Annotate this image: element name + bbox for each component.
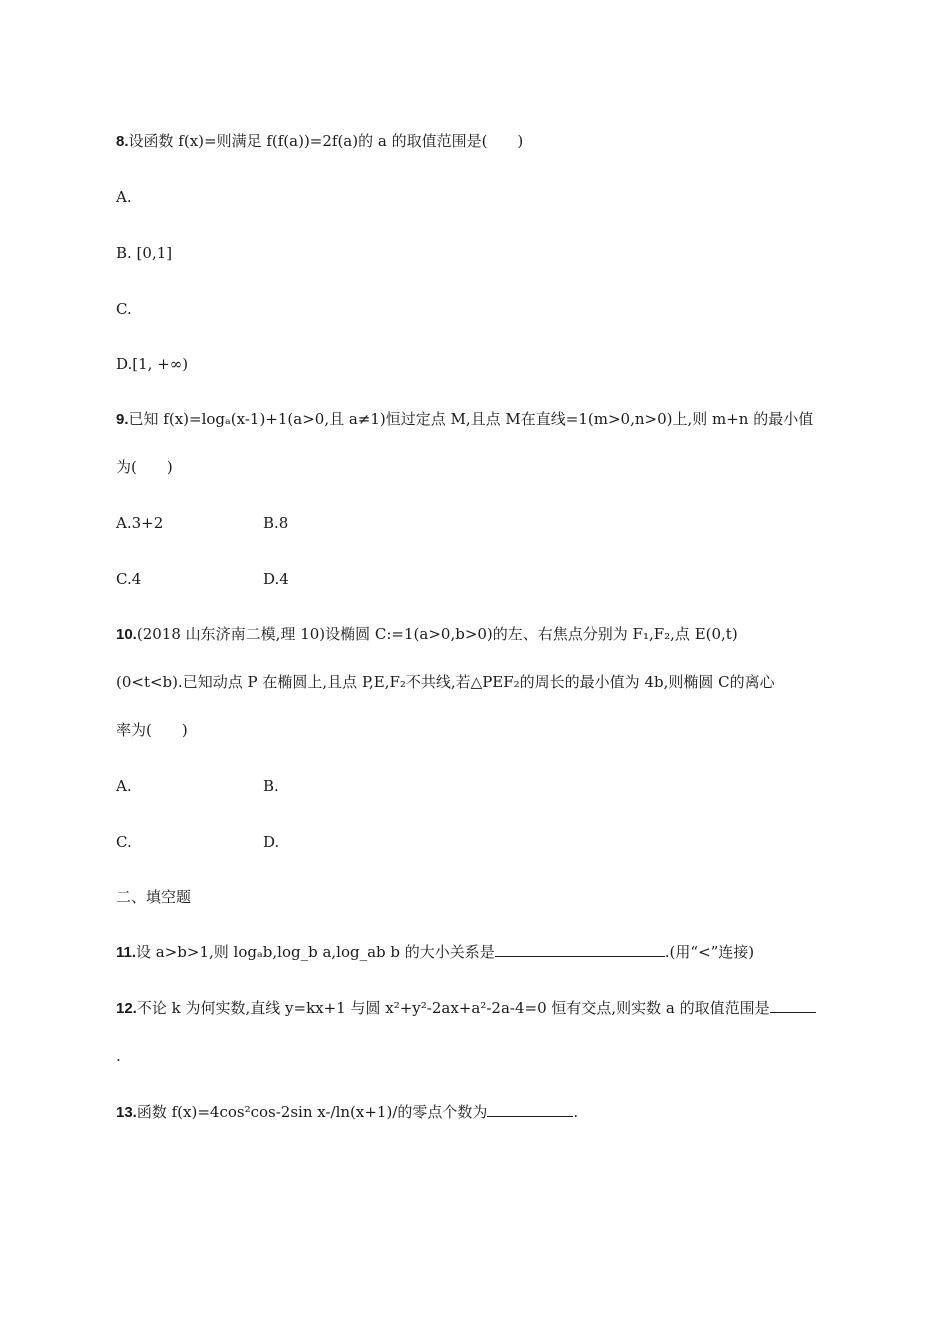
question-number: 13. bbox=[116, 1104, 137, 1121]
question-12-tail: . bbox=[116, 1047, 121, 1065]
q10-option-d: D. bbox=[263, 833, 280, 851]
question-number: 12. bbox=[116, 1000, 137, 1017]
q8-option-d: D.[1, +∞) bbox=[116, 355, 189, 373]
q8-option-b: B. [0,1] bbox=[116, 244, 173, 262]
q10-option-c: C. bbox=[116, 833, 132, 851]
q9-option-b: B.8 bbox=[263, 514, 289, 532]
question-text-tail: .(用“<”连接) bbox=[664, 943, 755, 961]
question-text-tail: . bbox=[573, 1103, 579, 1121]
q8-option-c: C. bbox=[116, 300, 132, 318]
section-heading: 二、填空题 bbox=[116, 888, 192, 906]
question-8-stem bbox=[116, 131, 523, 152]
question-13-stem bbox=[116, 1102, 578, 1123]
question-12-stem bbox=[116, 998, 816, 1019]
question-9-stem bbox=[116, 409, 813, 430]
q10-option-b: B. bbox=[263, 777, 279, 795]
answer-blank[interactable] bbox=[487, 1102, 573, 1117]
question-number: 8. bbox=[116, 133, 129, 150]
question-11-stem bbox=[116, 942, 754, 963]
q9-option-a: A.3+2 bbox=[116, 514, 164, 532]
question-number: 11. bbox=[116, 944, 137, 961]
question-text: 函数 f(x)=4cos²cos-2sin x-/ln(x+1)/的零点个数为 bbox=[136, 1103, 488, 1121]
answer-blank[interactable] bbox=[495, 942, 665, 957]
question-text: 设函数 f(x)=则满足 f(f(a))=2f(a)的 a 的取值范围是( ) bbox=[128, 132, 524, 150]
q8-option-a: A. bbox=[116, 188, 132, 206]
question-10-stem-cont2: 率为( ) bbox=[116, 721, 188, 739]
question-9-stem-cont: 为( ) bbox=[116, 458, 173, 476]
q9-option-c: C.4 bbox=[116, 570, 142, 588]
q10-option-a: A. bbox=[116, 777, 132, 795]
question-number: 10. bbox=[116, 626, 137, 643]
answer-blank[interactable] bbox=[770, 998, 816, 1013]
question-10-stem bbox=[116, 624, 738, 645]
question-10-stem-cont: (0<t<b).已知动点 P 在椭圆上,且点 P,E,F₂不共线,若△PEF₂的周长的最小值为 4b,则椭圆 C的离心 bbox=[116, 673, 775, 691]
question-number: 9. bbox=[116, 411, 129, 428]
question-text: (2018 山东济南二模,理 10)设椭圆 C:=1(a>0,b>0)的左、右焦点分别为 F₁,F₂,点 E(0,t) bbox=[136, 625, 738, 643]
q9-option-d: D.4 bbox=[263, 570, 289, 588]
question-text: 设 a>b>1,则 logₐb,log_b a,log_ab b 的大小关系是 bbox=[136, 943, 495, 961]
question-text: 已知 f(x)=logₐ(x-1)+1(a>0,且 a≠1)恒过定点 M,且点 M在直线=1(m>0,n>0)上,则 m+n 的最小值 bbox=[128, 410, 814, 428]
question-text: 不论 k 为何实数,直线 y=kx+1 与圆 x²+y²-2ax+a²-2a-4=0 恒有交点,则实数 a 的取值范围是 bbox=[136, 999, 770, 1017]
